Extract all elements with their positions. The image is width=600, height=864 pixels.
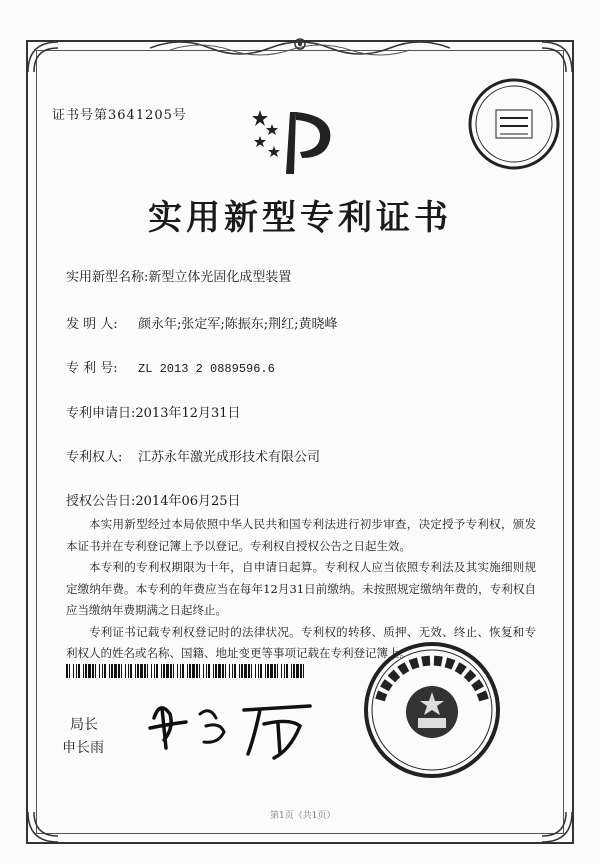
barcode-bar <box>156 664 158 678</box>
certificate-title: 实用新型专利证书 <box>148 198 452 238</box>
barcode-bar <box>130 664 132 678</box>
barcode-icon <box>66 664 306 678</box>
barcode-bar <box>69 664 70 678</box>
certificate-number: 证书号第3641205号 <box>52 108 187 123</box>
barcode-bar <box>234 664 236 678</box>
barcode-bar <box>284 664 285 678</box>
barcode-bar <box>192 664 195 678</box>
barcode-bar <box>258 664 259 678</box>
barcode-bar <box>137 664 139 678</box>
barcode-bar <box>92 664 94 678</box>
barcode-bar <box>170 664 172 678</box>
field-label: 专利申请日: <box>66 406 136 421</box>
barcode-bar <box>265 664 266 678</box>
barcode-bar <box>189 664 191 678</box>
barcode-bar <box>154 664 155 678</box>
barcode-bar <box>125 664 126 678</box>
body-paragraph: 专利证书记载专利权登记时的法律状况。专利权的转移、质押、无效、终止、恢复和专利权人的姓名或名称、国籍、地址变更等事项记载在专利登记簿上。 <box>66 624 536 660</box>
barcode-bar <box>118 664 120 678</box>
barcode-bar <box>99 664 100 678</box>
barcode-bar <box>267 664 269 678</box>
corner-ornament-icon <box>540 810 574 844</box>
body-paragraph: 本专利的专利权期限为十年，自申请日起算。专利权人应当依照专利法及其实施细则规定缴纳年费。本专利的年费应当在每年12月31日前缴纳。未按照规定缴纳年费的，专利权自应当缴纳年费期满之日起终止。 <box>66 560 536 617</box>
field-value: 2013年12月31日 <box>135 406 241 421</box>
barcode-bar <box>140 664 143 678</box>
field-patentee <box>66 446 320 465</box>
barcode-bar <box>104 664 106 678</box>
field-value: 江苏永年激光成形技术有限公司 <box>138 450 321 465</box>
page-indicator: 第1页（共1页） <box>270 811 336 821</box>
barcode-bar <box>180 664 181 678</box>
barcode-bar <box>78 664 80 678</box>
barcode-bar <box>255 664 256 678</box>
barcode-bar <box>73 664 74 678</box>
barcode-bar <box>83 664 84 678</box>
barcode-bar <box>270 664 273 678</box>
barcode-bar <box>85 664 87 678</box>
field-label: 发 明 人: <box>66 317 118 332</box>
barcode-bar <box>222 664 224 678</box>
barcode-bar <box>225 664 226 678</box>
barcode-bar <box>215 664 217 678</box>
barcode-bar <box>109 664 110 678</box>
barcode-bar <box>128 664 129 678</box>
barcode-bar <box>187 664 188 678</box>
corner-ornament-icon <box>26 40 60 74</box>
barcode-bar <box>248 664 250 678</box>
barcode-bar <box>199 664 200 678</box>
barcode-bar <box>114 664 117 678</box>
barcode-bar <box>203 664 204 678</box>
body-paragraph: 本实用新型经过本局依照中华人民共和国专利法进行初步审查，决定授予专利权，颁发本证书并在专利登记簿上予以登记。专利权自授权公告之日起生效。 <box>66 517 536 553</box>
barcode-bar <box>293 664 295 678</box>
field-label: 专 利 号: <box>66 361 118 376</box>
handwritten-signature-icon <box>140 688 320 768</box>
signature-role: 局长 <box>70 717 98 733</box>
barcode-bar <box>147 664 148 678</box>
field-value: ZL 2013 2 0889596.6 <box>138 362 275 376</box>
field-patent-number <box>66 357 275 376</box>
field-value: 新型立体光固化成型装置 <box>148 270 292 285</box>
barcode-bar <box>182 664 184 678</box>
national-ipo-seal-icon <box>362 640 502 780</box>
barcode-bar <box>296 664 299 678</box>
corner-ornament-icon <box>26 810 60 844</box>
barcode-bar <box>163 664 165 678</box>
patent-office-logo-icon <box>250 102 340 182</box>
corner-ornament-icon <box>540 40 574 74</box>
barcode-bar <box>177 664 178 678</box>
barcode-bar <box>144 664 146 678</box>
barcode-bar <box>300 664 302 678</box>
stamp-duty-icon <box>466 76 562 172</box>
barcode-bar <box>173 664 174 678</box>
barcode-bar <box>260 664 262 678</box>
barcode-bar <box>213 664 214 678</box>
barcode-bar <box>76 664 77 678</box>
barcode-bar <box>218 664 221 678</box>
field-utility-model-name <box>66 266 291 285</box>
signature-name: 申长雨 <box>62 740 104 756</box>
barcode-bar <box>208 664 210 678</box>
barcode-bar <box>206 664 207 678</box>
field-label: 专利权人: <box>66 450 123 465</box>
barcode-bar <box>66 664 68 678</box>
barcode-bar <box>88 664 91 678</box>
top-ornament-icon <box>150 34 450 56</box>
field-inventors <box>66 313 338 332</box>
field-application-date <box>66 402 241 421</box>
field-value: 颜永年;张定军;陈振东;荆红;黄晓峰 <box>138 317 338 332</box>
barcode-bar <box>291 664 292 678</box>
field-value: 2014年06月25日 <box>135 494 241 509</box>
barcode-bar <box>196 664 198 678</box>
barcode-bar <box>229 664 230 678</box>
barcode-bar <box>166 664 169 678</box>
field-grant-date <box>66 490 241 509</box>
barcode-bar <box>161 664 162 678</box>
barcode-bar <box>286 664 288 678</box>
barcode-bar <box>274 664 276 678</box>
barcode-bar <box>151 664 152 678</box>
barcode-bar <box>239 664 240 678</box>
barcode-bar <box>95 664 96 678</box>
barcode-bar <box>102 664 103 678</box>
barcode-bar <box>241 664 243 678</box>
barcode-bar <box>277 664 278 678</box>
barcode-bar <box>121 664 122 678</box>
field-label: 实用新型名称: <box>66 270 149 285</box>
barcode-bar <box>232 664 233 678</box>
barcode-bar <box>251 664 252 678</box>
barcode-bar <box>281 664 282 678</box>
barcode-bar <box>303 664 304 678</box>
barcode-bar <box>111 664 113 678</box>
barcode-bar <box>244 664 247 678</box>
field-label: 授权公告日: <box>66 494 136 509</box>
barcode-bar <box>135 664 136 678</box>
